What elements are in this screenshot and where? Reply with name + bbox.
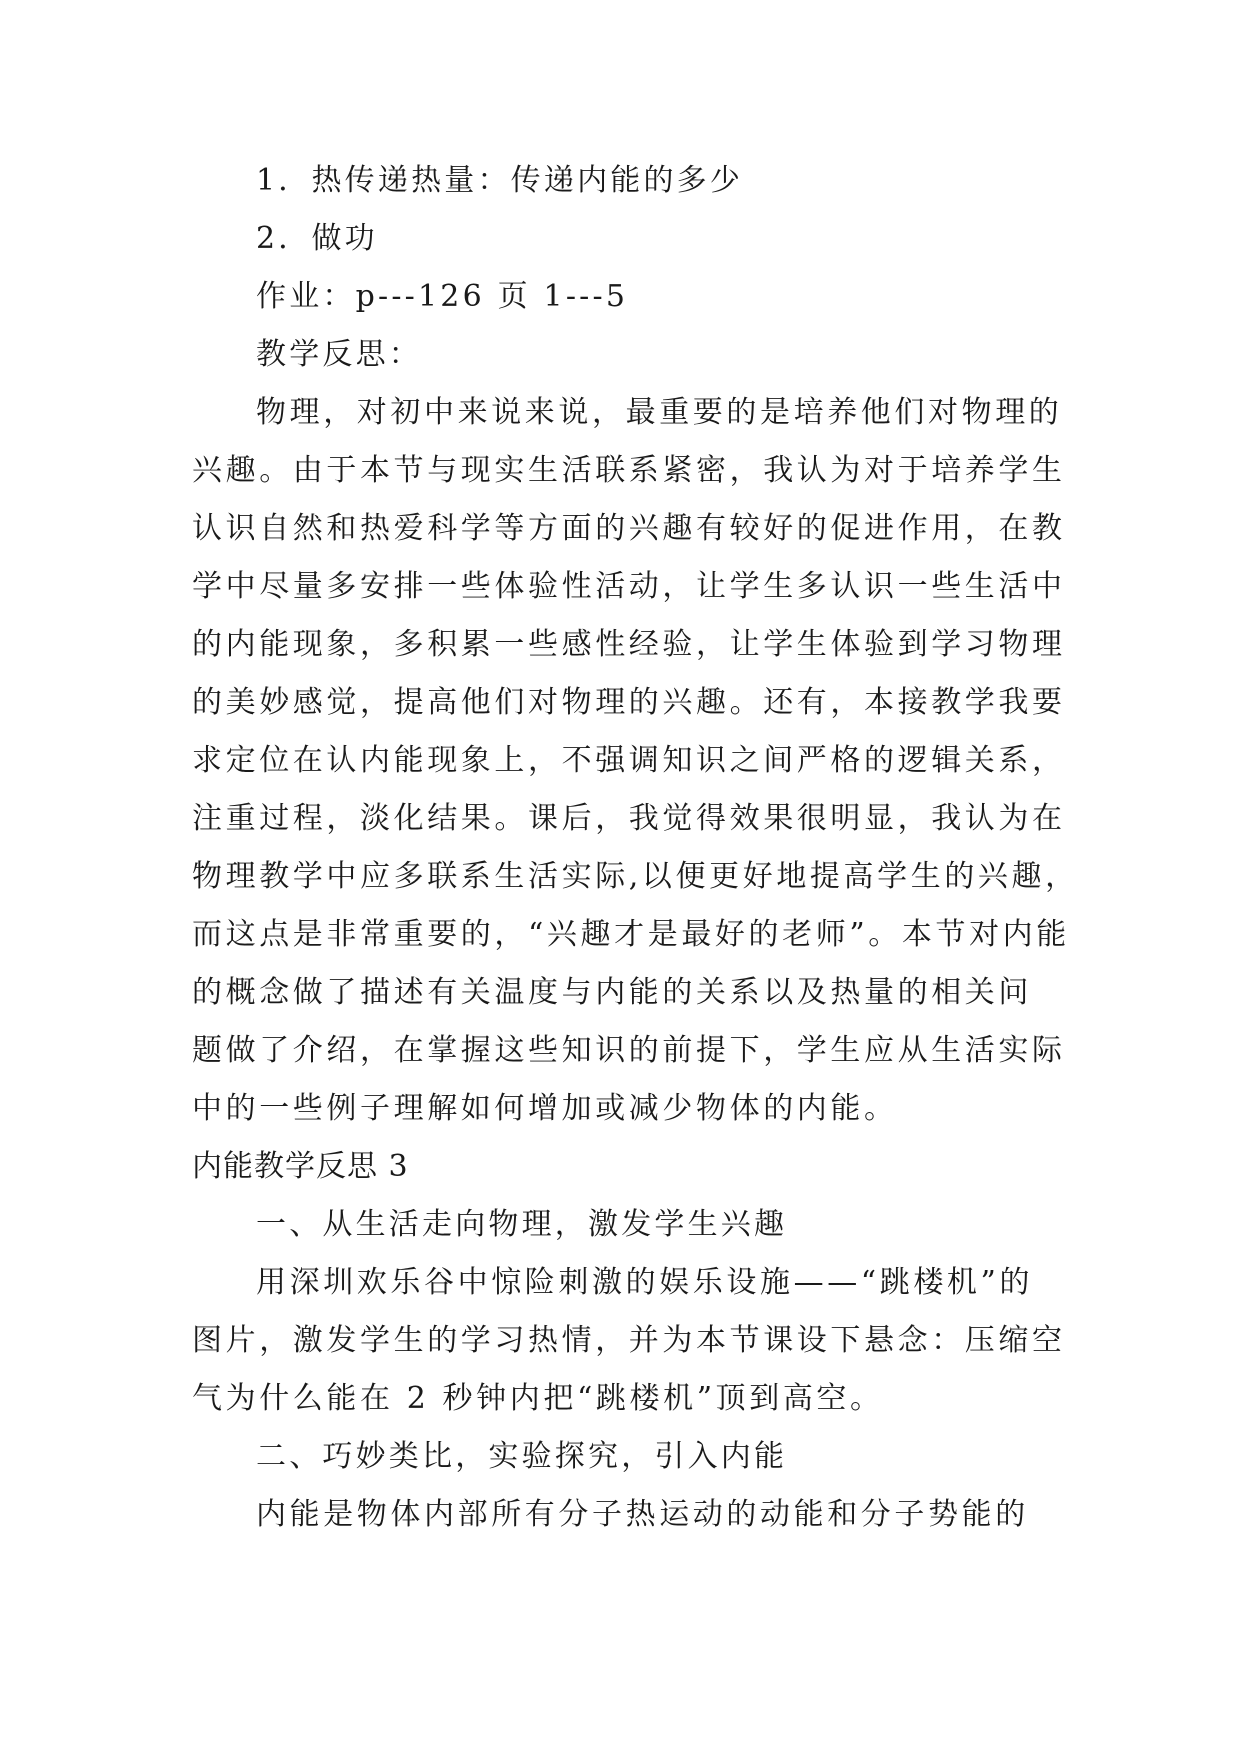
reflection-line: 求定位在认内能现象上，不强调知识之间严格的逻辑关系， <box>192 743 1066 778</box>
reflection-line: 注重过程，淡化结果。课后，我觉得效果很明显，我认为在 <box>192 801 1066 836</box>
reflection-line: 中的一些例子理解如何增加或减少物体的内能。 <box>192 1091 898 1126</box>
section-title: 内能教学反思 3 <box>192 1149 409 1184</box>
part1-line: 气为什么能在 2 秒钟内把“跳楼机”顶到高空。 <box>192 1381 884 1416</box>
part1-paragraph <box>192 1254 1072 1428</box>
summary-item-2: 2．做功 <box>256 221 378 256</box>
reflection-paragraph <box>192 384 1079 1138</box>
reflection-line: 的美妙感觉，提高他们对物理的兴趣。还有，本接教学我要 <box>192 685 1066 720</box>
summary-item-1: 1．热传递热量：传递内能的多少 <box>256 163 744 198</box>
part1-line: 用深圳欢乐谷中惊险刺激的娱乐设施——“跳楼机”的 <box>256 1265 1034 1300</box>
reflection-label: 教学反思： <box>256 337 422 372</box>
reflection-line: 而这点是非常重要的，“兴趣才是最好的老师”。本节对内能 <box>192 917 1070 952</box>
reflection-line: 题做了介绍，在掌握这些知识的前提下，学生应从生活实际 <box>192 1033 1066 1068</box>
document-body <box>192 152 1079 1544</box>
reflection-line: 认识自然和热爱科学等方面的兴趣有较好的促进作用，在教 <box>192 511 1066 546</box>
homework-line: 作业：p---126 页 1---5 <box>256 279 629 314</box>
part1-heading: 一、从生活走向物理，激发学生兴趣 <box>256 1207 788 1242</box>
part2-heading: 二、巧妙类比，实验探究，引入内能 <box>256 1439 788 1474</box>
reflection-line: 的概念做了描述有关温度与内能的关系以及热量的相关问 <box>192 975 1032 1010</box>
reflection-line: 的内能现象，多积累一些感性经验，让学生体验到学习物理 <box>192 627 1066 662</box>
part2-line: 内能是物体内部所有分子热运动的动能和分子势能的 <box>256 1497 1029 1532</box>
reflection-line: 学中尽量多安排一些体验性活动，让学生多认识一些生活中 <box>192 569 1066 604</box>
reflection-line: 兴趣。由于本节与现实生活联系紧密，我认为对于培养学生 <box>192 453 1066 488</box>
reflection-line: 物理，对初中来说来说，最重要的是培养他们对物理的 <box>256 395 1063 430</box>
reflection-line: 物理教学中应多联系生活实际,以便更好地提高学生的兴趣， <box>192 859 1079 894</box>
part1-line: 图片，激发学生的学习热情，并为本节课设下悬念：压缩空 <box>192 1323 1066 1358</box>
part2-paragraph <box>192 1486 1072 1544</box>
